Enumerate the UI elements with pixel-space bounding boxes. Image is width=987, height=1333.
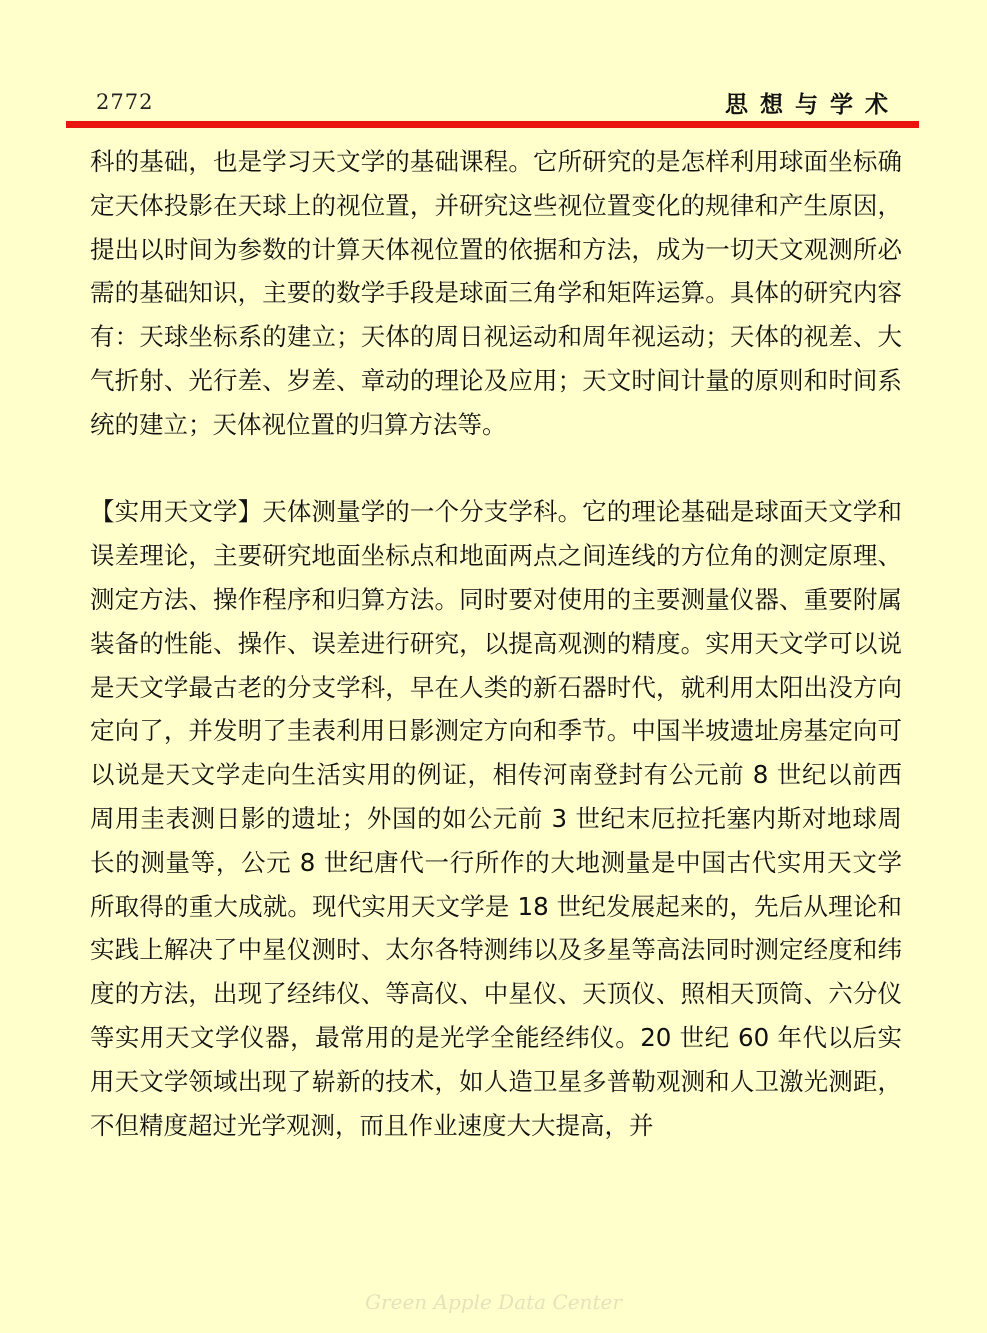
paragraph-2: 【实用天文学】天体测量学的一个分支学科。它的理论基础是球面天文学和误差理论，主要研究地面坐标点和地面两点之间连线的方位角的测定原理、测定方法、操作程序和归算方法。同时要对使用的主要测量仪器、重要附属装备的性能、操作、误差进行研究，以提高观测的精度。实用天文学可以说是天文学最古老的分支学科，早在人类的新石器时代，就利用太阳出没方向定向了，并发明了圭表利用日影测定方向和季节。中国半坡遗址房基定向可以说是天文学走向生活实用的例证，相传河南登封有公元前 8 世纪以前西周用圭表测日影的遗址；外国的如公元前 3 世纪末厄拉托塞内斯对地球周长的测量等，公元 8 世纪唐代一行所作的大地测量是中国古代实用天文学所取得的重大成就。现代实用天文学是 18 世纪发展起来的，先后从理论和实践上解决了中星仪测时、太尔各特测纬以及多星等高法同时测定经度和纬度的方法，出现了经纬仪、等高仪、中星仪、天顶仪、照相天顶筒、六分仪等实用天文学仪器，最常用的是光学全能经纬仪。20 世纪 60 年代以后实用天文学领域出现了崭新的技术，如人造卫星多普勒观测和人卫激光测距，不但精度超过光学观测，而且作业速度大大提高，并	[90, 497, 902, 1140]
body-text	[90, 140, 902, 1147]
header-rule	[66, 121, 919, 128]
page-header	[90, 82, 902, 122]
paragraph-1: 科的基础，也是学习天文学的基础课程。它所研究的是怎样利用球面坐标确定天体投影在天球上的视位置，并研究这些视位置变化的规律和产生原因，提出以时间为参数的计算天体视位置的依据和方法，成为一切天文观测所必需的基础知识，主要的数学手段是球面三角学和矩阵运算。具体的研究内容有：天球坐标系的建立；天体的周日视运动和周年视运动；天体的视差、大气折射、光行差、岁差、章动的理论及应用；天文时间计量的原则和时间系统的建立；天体视位置的归算方法等。	[90, 147, 902, 439]
page-number: 2772	[96, 90, 154, 114]
running-title: 思想与学术	[725, 92, 900, 118]
footer-watermark: Green Apple Data Center	[365, 1290, 622, 1314]
